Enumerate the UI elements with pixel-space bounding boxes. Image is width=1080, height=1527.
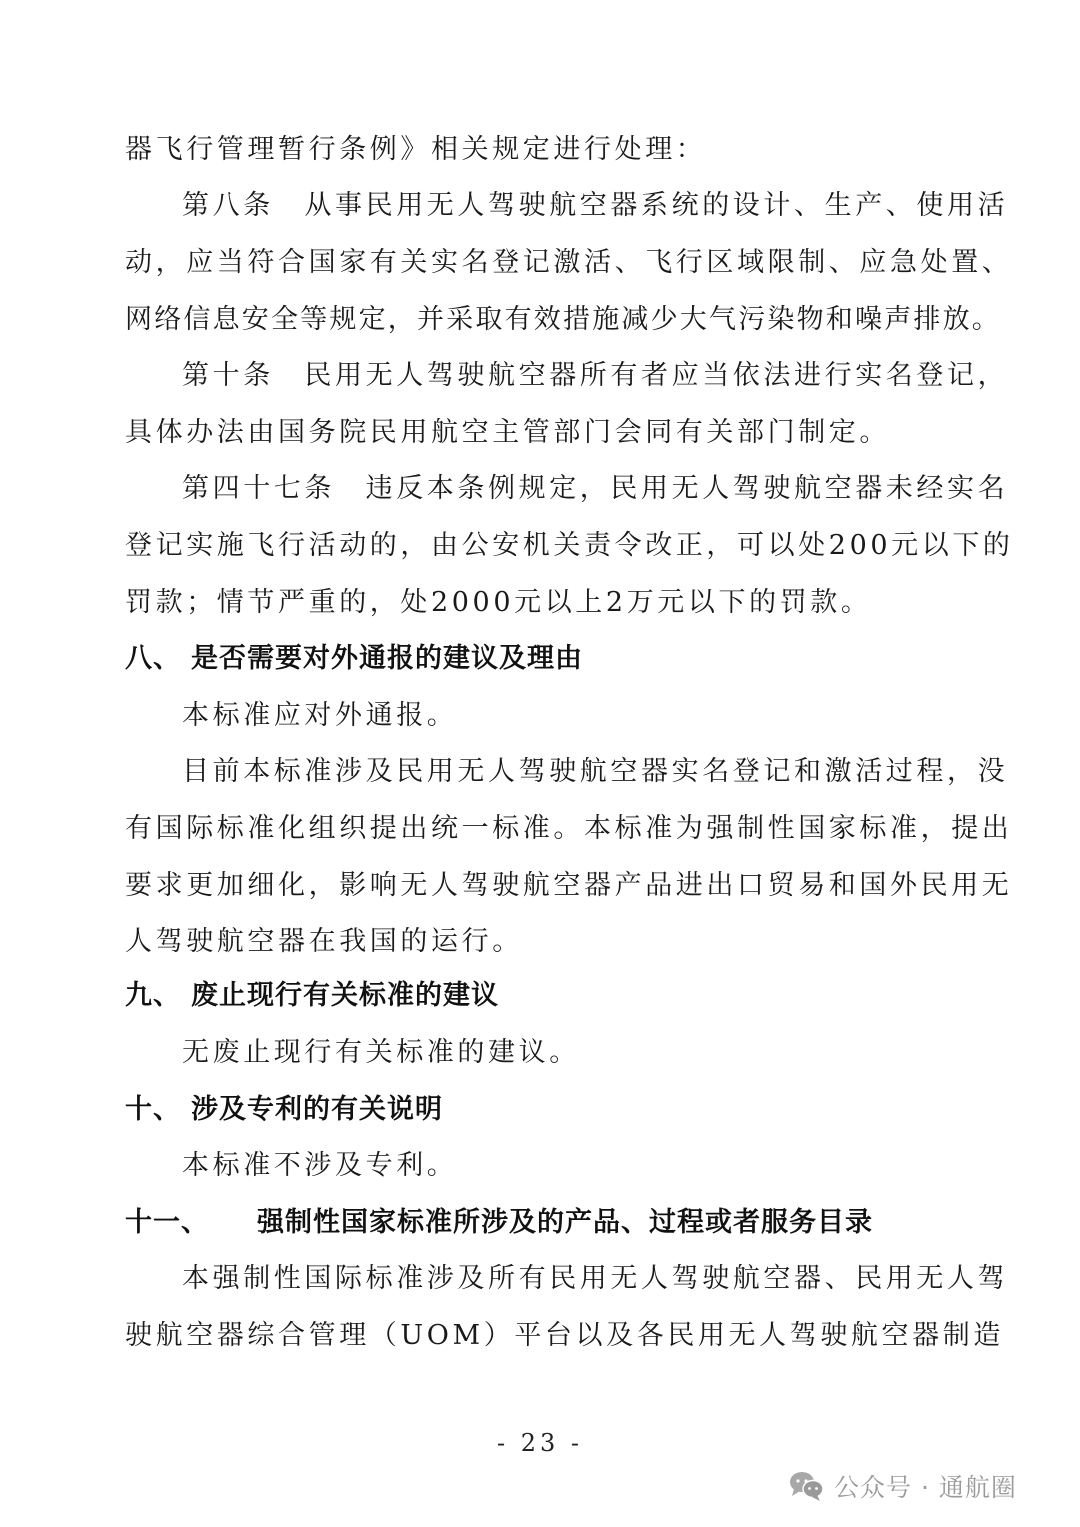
body-line: 器飞行管理暂行条例》相关规定进行处理： bbox=[125, 134, 707, 165]
section-number: 十一、 bbox=[125, 1207, 209, 1238]
wechat-icon bbox=[788, 1470, 826, 1502]
section-heading-11 bbox=[125, 1203, 873, 1243]
watermark-text: 公众号 · 通航圈 bbox=[834, 1473, 1017, 1502]
body-line: 网络信息安全等规定，并采取有效措施减少大气污染物和噪声排放。 bbox=[125, 304, 1001, 335]
wechat-watermark bbox=[788, 1468, 1017, 1504]
body-line: 动，应当符合国家有关实名登记激活、飞行区域限制、应急处置、 bbox=[125, 247, 1013, 278]
section-paragraph: 人驾驶航空器在我国的运行。 bbox=[125, 926, 523, 957]
section-title: 涉及专利的有关说明 bbox=[191, 1094, 443, 1125]
section-title: 强制性国家标准所涉及的产品、过程或者服务目录 bbox=[257, 1207, 873, 1238]
section-title: 是否需要对外通报的建议及理由 bbox=[191, 643, 583, 674]
section-paragraph: 本强制性国际标准涉及所有民用无人驾驶航空器、民用无人驾 bbox=[182, 1263, 1009, 1294]
body-line-article-8: 第八条 从事民用无人驾驶航空器系统的设计、生产、使用活 bbox=[182, 190, 1009, 221]
section-paragraph: 无废止现行有关标准的建议。 bbox=[182, 1037, 580, 1068]
section-heading-10 bbox=[125, 1090, 443, 1130]
section-paragraph: 要求更加细化，影响无人驾驶航空器产品进出口贸易和国外民用无 bbox=[125, 870, 1013, 901]
section-paragraph: 本标准应对外通报。 bbox=[182, 700, 458, 731]
section-number: 十、 bbox=[125, 1094, 181, 1125]
body-line-article-47: 第四十七条 违反本条例规定，民用无人驾驶航空器未经实名 bbox=[182, 473, 1009, 504]
body-line: 具体办法由国务院民用航空主管部门会同有关部门制定。 bbox=[125, 417, 890, 448]
section-paragraph: 本标准不涉及专利。 bbox=[182, 1150, 458, 1181]
section-paragraph: 驶航空器综合管理（UOM）平台以及各民用无人驾驶航空器制造 bbox=[125, 1320, 1004, 1351]
section-paragraph: 目前本标准涉及民用无人驾驶航空器实名登记和激活过程，没 bbox=[182, 756, 1009, 787]
section-title: 废止现行有关标准的建议 bbox=[191, 980, 499, 1011]
section-heading-9 bbox=[125, 976, 499, 1016]
section-number: 八、 bbox=[125, 643, 181, 674]
body-line-article-10: 第十条 民用无人驾驶航空器所有者应当依法进行实名登记， bbox=[182, 360, 1009, 391]
body-line: 登记实施飞行活动的，由公安机关责令改正，可以处200元以下的 bbox=[125, 530, 1014, 561]
section-heading-8 bbox=[125, 639, 583, 679]
section-number: 九、 bbox=[125, 980, 181, 1011]
page-number: - 23 - bbox=[496, 1429, 583, 1457]
body-line: 罚款；情节严重的，处2000元以上2万元以下的罚款。 bbox=[125, 587, 872, 618]
section-paragraph: 有国际标准化组织提出统一标准。本标准为强制性国家标准，提出 bbox=[125, 813, 1013, 844]
